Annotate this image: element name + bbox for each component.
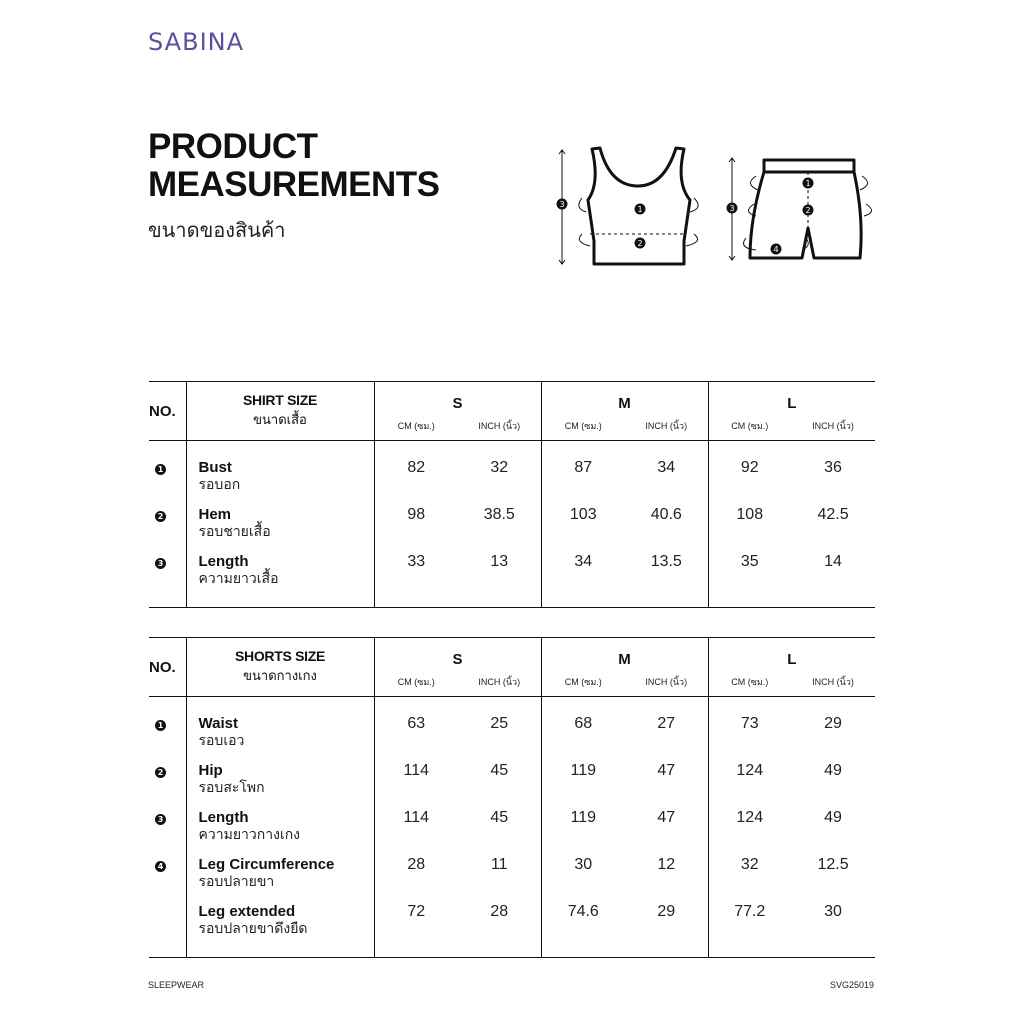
unit-inch: INCH (นิ้ว)	[458, 412, 541, 441]
shirt-size-title-th: ขนาดเสื้อ	[253, 412, 307, 427]
row-number-cell	[149, 796, 186, 843]
measurement-label	[186, 796, 374, 843]
cm-value: 28	[374, 843, 458, 890]
marker-3: 3	[729, 204, 735, 213]
row-number-badge: 2	[155, 767, 166, 778]
row-number-cell	[149, 843, 186, 890]
measurement-name-th: ความยาวกางเกง	[198, 826, 301, 842]
unit-inch: INCH (นิ้ว)	[458, 668, 541, 697]
table-row	[149, 796, 875, 843]
measurement-name: Length	[198, 809, 249, 826]
cm-value: 63	[374, 697, 458, 750]
inch-value: 34	[657, 459, 676, 476]
page-subtitle: ขนาดของสินค้า	[148, 218, 286, 242]
measurement-name: Leg Circumference	[198, 856, 335, 873]
cm-value: 98	[374, 493, 458, 540]
shorts-size-title-th: ขนาดกางเกง	[243, 668, 317, 683]
inch-value: 36	[824, 459, 842, 476]
shorts-icon	[722, 138, 880, 273]
unit-cm: CM (ซม.)	[708, 412, 791, 441]
marker-2: 2	[637, 239, 643, 248]
shirt-size-table	[149, 381, 875, 608]
size-s-header: S	[374, 382, 541, 413]
marker-3: 3	[559, 200, 565, 209]
unit-cm: CM (ซม.)	[541, 668, 625, 697]
inch-value: 28	[458, 890, 541, 958]
table-row	[149, 697, 875, 750]
unit-inch: INCH (นิ้ว)	[791, 668, 875, 697]
cm-value: 87	[541, 441, 625, 494]
row-number-cell	[149, 540, 186, 608]
title-line-1: PRODUCT	[148, 127, 318, 166]
size-m-header: M	[541, 382, 708, 413]
measurement-name-th: ความยาวเสื้อ	[198, 570, 279, 586]
inch-value: 25	[490, 715, 509, 732]
shorts-size-header	[186, 638, 374, 697]
marker-1: 1	[637, 205, 643, 214]
inch-value: 47	[657, 809, 676, 826]
cm-value: 119	[541, 749, 625, 796]
size-s-header: S	[374, 638, 541, 669]
measurement-name: Waist	[198, 715, 238, 732]
shirt-size-title: SHIRT SIZE	[242, 392, 317, 408]
marker-2: 2	[805, 206, 811, 215]
page-title	[148, 128, 440, 204]
inch-value: 14	[791, 540, 875, 608]
cm-value: 33	[374, 540, 458, 608]
inch-value: 30	[791, 890, 875, 958]
row-number-cell	[149, 890, 186, 958]
cm-value: 82	[374, 441, 458, 494]
measurement-name-th: รอบชายเสื้อ	[198, 523, 271, 539]
inch-value: 38.5	[483, 506, 515, 523]
unit-inch: INCH (นิ้ว)	[625, 412, 708, 441]
inch-value: 12.5	[817, 856, 849, 873]
marker-4: 4	[773, 245, 779, 254]
unit-cm: CM (ซม.)	[374, 412, 458, 441]
inch-value: 45	[490, 762, 509, 779]
cm-value: 114	[374, 796, 458, 843]
measurement-name-th: รอบปลายขา	[198, 873, 275, 889]
unit-inch: INCH (นิ้ว)	[625, 668, 708, 697]
footer-sku: SVG25019	[830, 980, 875, 990]
inch-value: 45	[490, 809, 509, 826]
measurement-label	[186, 890, 374, 958]
measurement-label	[186, 540, 374, 608]
inch-value: 13	[458, 540, 541, 608]
cm-value: 34	[541, 540, 625, 608]
measurement-name: Length	[198, 553, 249, 570]
cm-value: 73	[708, 697, 791, 750]
measurement-label	[186, 493, 374, 540]
inch-value: 29	[824, 715, 842, 732]
inch-value: 13.5	[625, 540, 708, 608]
measurement-name: Bust	[198, 459, 232, 476]
table-row	[149, 540, 875, 608]
row-number-badge: 3	[155, 558, 166, 569]
shorts-size-table	[149, 637, 875, 958]
row-number-cell	[149, 697, 186, 750]
cm-value: 92	[708, 441, 791, 494]
table-row	[149, 493, 875, 540]
title-line-2: MEASUREMENTS	[148, 165, 440, 204]
row-number-cell	[149, 493, 186, 540]
size-l-header: L	[708, 638, 875, 669]
inch-value: 27	[657, 715, 676, 732]
cm-value: 68	[541, 697, 625, 750]
row-number-cell	[149, 441, 186, 494]
measurement-name-th: รอบสะโพก	[198, 779, 265, 795]
no-header: NO.	[149, 382, 186, 441]
row-number-cell	[149, 749, 186, 796]
table-row	[149, 843, 875, 890]
measurement-name: Hem	[198, 506, 232, 523]
marker-1: 1	[805, 179, 811, 188]
measurement-name-th: รอบอก	[198, 476, 241, 492]
shirt-size-header	[186, 382, 374, 441]
inch-value: 32	[490, 459, 509, 476]
measurement-name-th: รอบปลายขาดึงยืด	[198, 920, 308, 936]
inch-value: 40.6	[650, 506, 682, 523]
inch-value: 47	[657, 762, 676, 779]
unit-inch: INCH (นิ้ว)	[791, 412, 875, 441]
cm-value: 72	[374, 890, 458, 958]
brand-logo: SABINA	[148, 28, 245, 56]
unit-cm: CM (ซม.)	[541, 412, 625, 441]
inch-value: 12	[657, 856, 676, 873]
measurement-label	[186, 697, 374, 750]
row-number-badge: 3	[155, 814, 166, 825]
cm-value: 108	[708, 493, 791, 540]
unit-cm: CM (ซม.)	[708, 668, 791, 697]
inch-value: 11	[490, 856, 508, 873]
unit-cm: CM (ซม.)	[374, 668, 458, 697]
measurement-name: Hip	[198, 762, 223, 779]
size-l-header: L	[708, 382, 875, 413]
cm-value: 74.6	[541, 890, 625, 958]
tank-top-icon	[552, 138, 712, 273]
table-row	[149, 890, 875, 958]
size-m-header: M	[541, 638, 708, 669]
cm-value: 32	[708, 843, 791, 890]
row-number-badge: 1	[155, 720, 166, 731]
footer-category: SLEEPWEAR	[148, 980, 205, 990]
table-row	[149, 441, 875, 494]
cm-value: 119	[541, 796, 625, 843]
measurement-label	[186, 441, 374, 494]
cm-value: 35	[708, 540, 791, 608]
measurement-label	[186, 843, 374, 890]
inch-value: 42.5	[817, 506, 849, 523]
inch-value: 49	[824, 809, 842, 826]
shorts-size-title: SHORTS SIZE	[234, 648, 326, 664]
row-number-badge: 1	[155, 464, 166, 475]
cm-value: 124	[708, 749, 791, 796]
inch-value: 29	[625, 890, 708, 958]
cm-value: 124	[708, 796, 791, 843]
inch-value: 49	[824, 762, 842, 779]
cm-value: 103	[541, 493, 625, 540]
row-number-badge: 2	[155, 511, 166, 522]
no-header: NO.	[149, 638, 186, 697]
measurement-name-th: รอบเอว	[198, 732, 245, 748]
cm-value: 114	[374, 749, 458, 796]
cm-value: 30	[541, 843, 625, 890]
measurement-label	[186, 749, 374, 796]
cm-value: 77.2	[708, 890, 791, 958]
row-number-badge: 4	[155, 861, 166, 872]
table-row	[149, 749, 875, 796]
measurement-name: Leg extended	[198, 903, 296, 920]
